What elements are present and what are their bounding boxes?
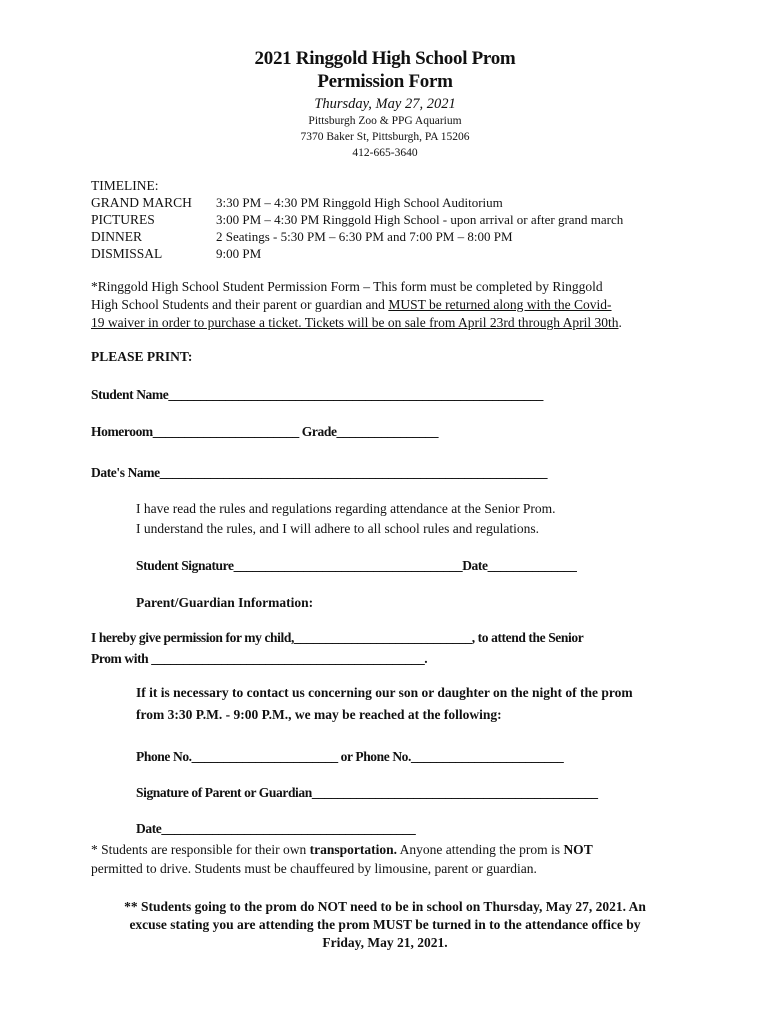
timeline-value-pictures: 3:00 PM – 4:30 PM Ringgold High School - upon arrival or after grand march xyxy=(216,212,624,227)
rules-statement-line1: I have read the rules and regulations regarding attendance at the Senior Prom. xyxy=(136,501,556,516)
timeline-value-grand-march: 3:30 PM – 4:30 PM Ringgold High School Auditorium xyxy=(216,195,503,210)
contact-statement-line2: from 3:30 P.M. - 9:00 P.M., we may be reached at the following: xyxy=(136,707,502,722)
parent-date-field[interactable]: Date________________________________________ xyxy=(136,821,416,836)
notice-line1 xyxy=(91,279,603,295)
notice-line1-text: – This form must be completed by Ringgold xyxy=(359,279,603,294)
school-note-line3: Friday, May 21, 2021. xyxy=(322,935,448,950)
transport-note-not: NOT xyxy=(563,842,593,857)
school-note-line2: excuse stating you are attending the prom MUST be turned in to the attendance office by xyxy=(129,917,641,932)
parent-info-heading: Parent/Guardian Information: xyxy=(136,595,314,610)
notice-must-return: MUST be returned along with the Covid- xyxy=(388,297,612,312)
timeline-value-dinner: 2 Seatings - 5:30 PM – 6:30 PM and 7:00 PM – 8:00 PM xyxy=(216,229,513,244)
venue-address: 7370 Baker St, Pittsburgh, PA 15206 xyxy=(300,131,470,143)
notice-form-name: *Ringgold High School Student Permission Form xyxy=(91,279,360,294)
prom-with-field[interactable]: Prom with ___________________________________________. xyxy=(91,651,428,666)
timeline-heading: TIMELINE: xyxy=(91,178,159,193)
parent-signature-field[interactable]: Signature of Parent or Guardian_____________________________________________ xyxy=(136,785,598,800)
timeline-label-grand-march: GRAND MARCH xyxy=(91,195,192,210)
student-signature-field[interactable]: Student Signature____________________________________Date______________ xyxy=(136,558,577,573)
transport-note-line1 xyxy=(91,842,593,858)
please-print-heading: PLEASE PRINT: xyxy=(91,349,193,364)
transport-note-text-a: * Students are responsible for their own xyxy=(91,842,310,857)
event-date: Thursday, May 27, 2021 xyxy=(314,96,456,112)
timeline-label-pictures: PICTURES xyxy=(91,212,155,227)
homeroom-grade-field[interactable]: Homeroom_______________________ Grade________________ xyxy=(91,424,439,439)
transport-note-line2: permitted to drive. Students must be chauffeured by limousine, parent or guardian. xyxy=(91,861,537,876)
notice-line2-text: High School Students and their parent or guardian and xyxy=(91,297,389,312)
venue-phone: 412-665-3640 xyxy=(352,147,418,159)
venue-name: Pittsburgh Zoo & PPG Aquarium xyxy=(308,115,462,127)
notice-ticket-sale: 19 waiver in order to purchase a ticket. Tickets will be on sale from April 23rd through April 30th xyxy=(91,315,619,330)
notice-line2 xyxy=(91,297,612,313)
transport-note-text-b: Anyone attending the prom is xyxy=(396,842,564,857)
notice-period: . xyxy=(618,315,622,330)
timeline-value-dismissal: 9:00 PM xyxy=(216,246,262,261)
school-note-line1: ** Students going to the prom do NOT need to be in school on Thursday, May 27, 2021. An xyxy=(124,899,646,914)
timeline-label-dismissal: DISMISSAL xyxy=(91,246,163,261)
contact-statement-line1: If it is necessary to contact us concerning our son or daughter on the night of the prom xyxy=(136,685,633,700)
dates-name-field[interactable]: Date's Name_____________________________________________________________ xyxy=(91,465,548,480)
form-title-line1: 2021 Ringgold High School Prom xyxy=(254,48,516,69)
form-title-line2: Permission Form xyxy=(317,71,453,92)
transport-note-bold: transportation. xyxy=(309,842,397,857)
permission-child-field[interactable]: I hereby give permission for my child,____________________________, to attend the Senior xyxy=(91,630,584,645)
notice-line3 xyxy=(91,315,622,331)
phone-numbers-field[interactable]: Phone No._______________________ or Phone No.________________________ xyxy=(136,749,564,764)
timeline-label-dinner: DINNER xyxy=(91,229,142,244)
rules-statement-line2: I understand the rules, and I will adhere to all school rules and regulations. xyxy=(136,521,540,536)
student-name-field[interactable]: Student Name___________________________________________________________ xyxy=(91,387,543,402)
